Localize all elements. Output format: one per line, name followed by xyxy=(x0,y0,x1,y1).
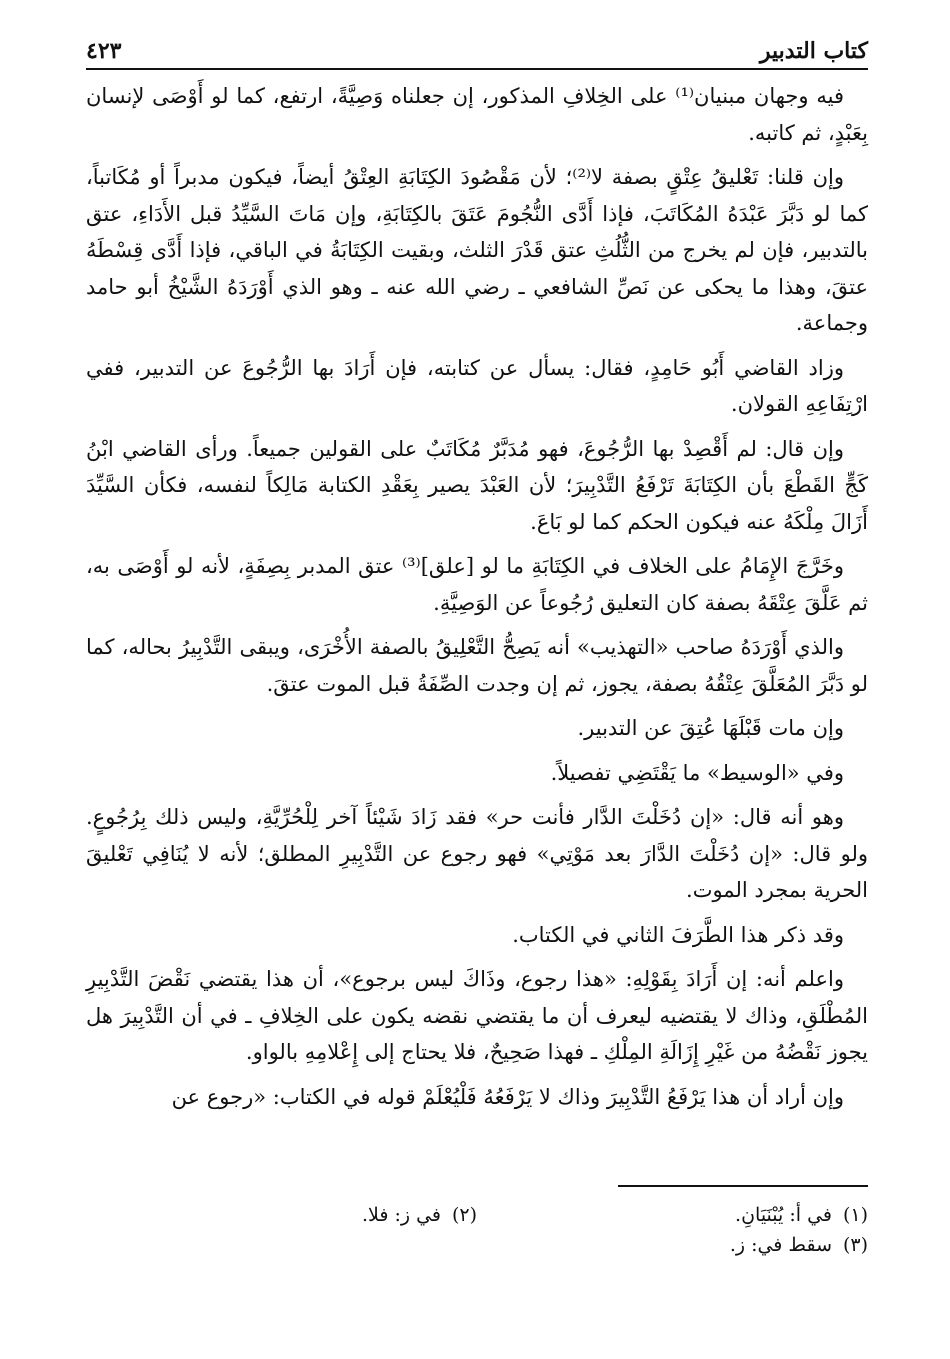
footnote-row xyxy=(86,1200,868,1230)
paragraph: والذي أَوْرَدَهُ صاحب «التهذيب» أنه يَصِحُّ التَّعْلِيقُ بالصفة الأُخْرَى، ويبقى التَّدْبِيرُ بحاله، كما لو دَبَّرَ المُعَلَّقَ عِتْقُهُ بصفة، يجوز، ثم إن وجدت الصِّفَةُ قبل الموت عتقَ. xyxy=(86,635,868,696)
footnote-row xyxy=(86,1230,868,1260)
paragraph: وزاد القاضي أَبُو حَامِدٍ، فقال: يسأل عن كتابته، فإن أَرَادَ بها الرُّجُوعَ عن التدبير، ففي ارْتِفَاعِهِ القولان. xyxy=(86,355,868,416)
footnote-text: سقط في: ز. xyxy=(729,1234,832,1256)
footnote xyxy=(477,1230,868,1260)
paragraph: وإن قلنا: تَعْليقُ عِتْقٍ بصفة لا⁽²⁾؛ لأن مَقْصُودَ الكِتَابَةِ العِتْقُ أيضاً، فيكون مدبراً أو مُكَاتباً، كما لو دَبَّرَ عَبْدَهُ المُكَاتَبَ، فإذا أَدَّى النُّجُومَ عَتَقَ بالكِتَابَةِ، وإن مَاتَ السَّيِّدُ قبل الأَدَاءِ، عتق بالتدبير، فإن لم يخرج من الثُّلُثِ عتق قَدْرَ الثلث، وبقيت الكِتَابَةُ في الباقي، فإذا أَدَّى قِسْطَهُ عتقَ، وهذا ما يحكى عن نَصِّ الشافعي ـ رضي الله عنه ـ وهو الذي أَوْرَدَهُ الشَّيْخُ أبو حامد وجماعة. xyxy=(86,165,868,335)
footnote-text: في ز: فلا. xyxy=(361,1204,441,1226)
paragraph: وإن قال: لم أَقْصِدْ بها الرُّجُوعَ، فهو مُدَبَّرٌ مُكَاتَبٌ على القولين جميعاً. ورأى القاضي ابْنُ كَجٍّ القَطْعَ بأن الكِتَابَةَ تَرْفَعُ التَّدْبِيرَ؛ لأن العَبْدَ يصير بِعَقْدِ الكتابة مَالِكاً لنفسه، فكأن السَّيِّدَ أَزَالَ مِلْكَهُ عنه فيكون الحكم كما لو بَاعَ. xyxy=(86,436,868,534)
footnote-text: في أ: يُبْنَيَانِ. xyxy=(735,1204,832,1226)
footnote-number: (٣) xyxy=(842,1234,868,1256)
paragraph: واعلم أنه: إن أَرَادَ بِقَوْلِهِ: «هذا رجوع، وذَاكَ ليس برجوع»، أن هذا يقتضي نَقْضَ التَّدْبِيرِ المُطْلَقِ، وذاك لا يقتضيه ليعرف أن ما يقتضي نقضه يكون على الخِلافِ ـ في أن التَّدْبِيرَ هل يجوز نَقْضُهُ من غَيْرِ إِزَالَةِ المِلْكِ ـ فهذا صَحِيحٌ، فلا يحتاج إلى إِعْلامِهِ بالواو. xyxy=(86,967,868,1064)
footnote xyxy=(86,1200,477,1230)
paragraph: فيه وجهان مبنيان⁽¹⁾ على الخِلافِ المذكور، إن جعلناه وَصِيَّةً، ارتفع، كما لو أَوْصَى لإنسان بِعَبْدٍ، ثم كاتبه. xyxy=(86,84,868,145)
paragraph: وخَرَّجَ الإِمَامُ على الخلاف في الكِتَابَةِ ما لو [علق]⁽³⁾ عتق المدبر بِصِفَةٍ، لأنه لو أَوْصَى به، ثم عَلَّقَ عِتْقَهُ بصفة كان التعليق رُجُوعاً عن الوَصِيَّةِ. xyxy=(86,554,868,615)
footnote-divider xyxy=(618,1185,868,1187)
footnote-number: (١) xyxy=(842,1204,868,1226)
paragraph: وفي «الوسيط» ما يَقْتَضِي تفصيلاً. xyxy=(550,760,844,785)
paragraph: وإن مات قَبْلَهَا عُتِقَ عن التدبير. xyxy=(577,716,844,740)
paragraph: وإن أراد أن هذا يَرْفَعُ التَّدْبِيرَ وذاك لا يَرْفَعُهُ فَلْيُعْلَمْ قوله في الكتاب: «رجوع عن xyxy=(171,1084,844,1109)
page-header xyxy=(86,24,868,70)
running-title: كتاب التدبير xyxy=(759,38,868,64)
paragraph: وقد ذكر هذا الطَّرَفَ الثاني في الكتاب. xyxy=(512,922,844,947)
footnote xyxy=(477,1200,868,1230)
main-text xyxy=(86,78,868,1123)
paragraph: وهو أنه قال: «إن دُخَلْتَ الدَّار فأنت حر» فقد زَادَ شَيْئاً آخر لِلْحُرِّيَّةِ، وليس ذلك بِرُجُوعٍ. ولو قال: «إن دُخَلْتَ الدَّارَ بعد مَوْتِي» فهو رجوع عن التَّدْبِيرِ المطلق؛ لأنه لا يُنَافِي تَعْليقَ الحرية بمجرد الموت. xyxy=(86,805,868,902)
page-number: ٤٢٣ xyxy=(86,38,122,64)
footnotes xyxy=(86,1200,868,1260)
footnote-number: (٢) xyxy=(451,1204,477,1226)
